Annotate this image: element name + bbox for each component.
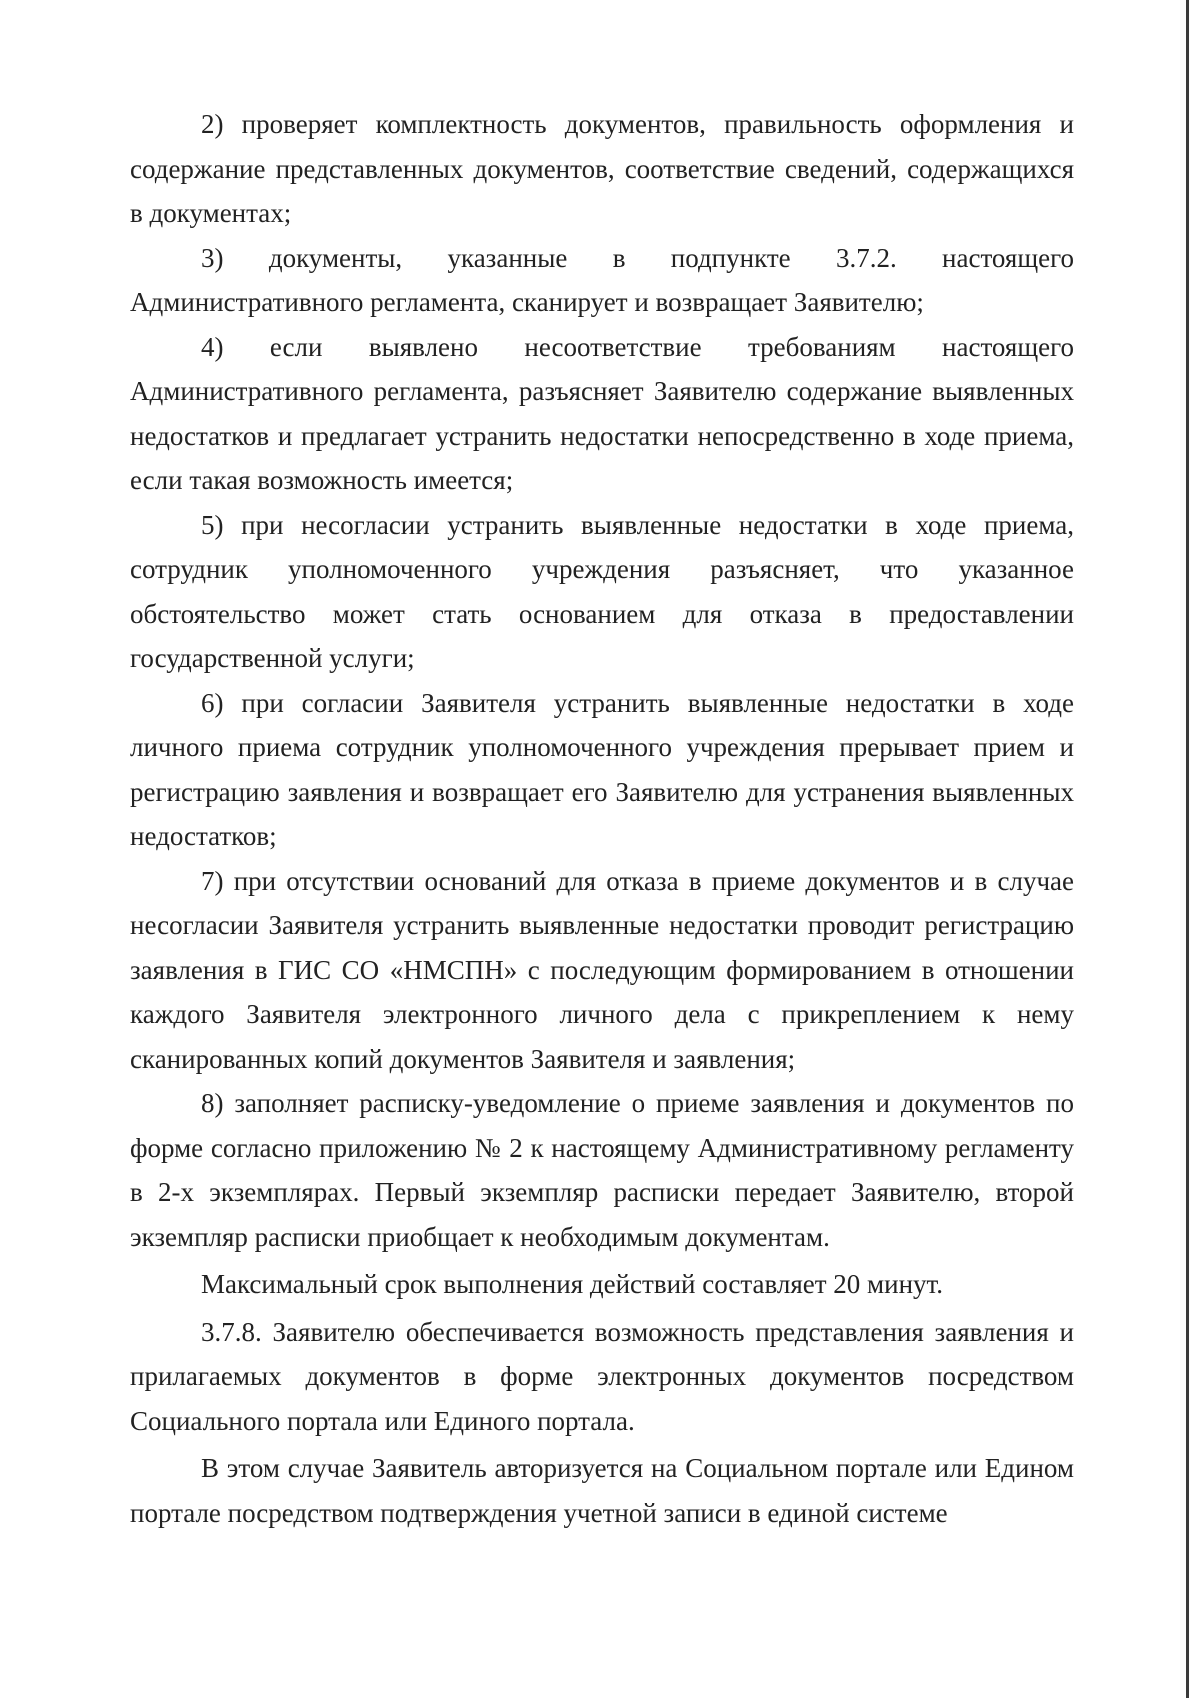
- paragraph-3-7-8: 3.7.8. Заявителю обеспечивается возможность представления заявления и прилагаемых документов в форме электронных документов посредством Социального портала или Единого портала.: [130, 1316, 1074, 1436]
- paragraph-item-7: 7) при отсутствии оснований для отказа в приеме документов и в случае несогласии Заявителя устранить выявленные недостатки проводит регистрацию заявления в ГИС СО «НМСПН» с последующим формированием в отношении каждого Заявителя электронного личного дела с прикреплением к нему сканированных копий документов Заявителя и заявления;: [130, 865, 1074, 1074]
- document-body: [130, 102, 1074, 1535]
- paragraph-item-5: 5) при несогласии устранить выявленные недостатки в ходе приема, сотрудник уполномоченного учреждения разъясняет, что указанное обстоятельство может стать основанием для отказа в предоставлении государственной услуги;: [130, 509, 1074, 673]
- paragraph-authorization: В этом случае Заявитель авторизуется на Социальном портале или Едином портале посредством подтверждения учетной записи в единой системе: [130, 1453, 1074, 1528]
- paragraph-item-4: 4) если выявлено несоответствие требованиям настоящего Административного регламента, разъясняет Заявителю содержание выявленных недостатков и предлагает устранить недостатки непосредственно в ходе приема, если такая возможность имеется;: [130, 331, 1074, 495]
- paragraph-item-3: 3) документы, указанные в подпункте 3.7.2. настоящего Административного регламента, сканирует и возвращает Заявителю;: [130, 242, 1074, 317]
- paragraph-max-time: Максимальный срок выполнения действий составляет 20 минут.: [201, 1269, 944, 1299]
- paragraph-item-8: 8) заполняет расписку-уведомление о приеме заявления и документов по форме согласно приложению № 2 к настоящему Административному регламенту в 2-х экземплярах. Первый экземпляр расписки передает Заявителю, второй экземпляр расписки приобщает к необходимым документам.: [130, 1088, 1074, 1252]
- paragraph-item-2: 2) проверяет комплектность документов, правильность оформления и содержание представленных документов, соответствие сведений, содержащихся в документах;: [130, 109, 1074, 228]
- scan-edge-line: [1186, 0, 1189, 1698]
- paragraph-item-6: 6) при согласии Заявителя устранить выявленные недостатки в ходе личного приема сотрудник уполномоченного учреждения прерывает прием и регистрацию заявления и возвращает его Заявителю для устранения выявленных недостатков;: [130, 687, 1074, 851]
